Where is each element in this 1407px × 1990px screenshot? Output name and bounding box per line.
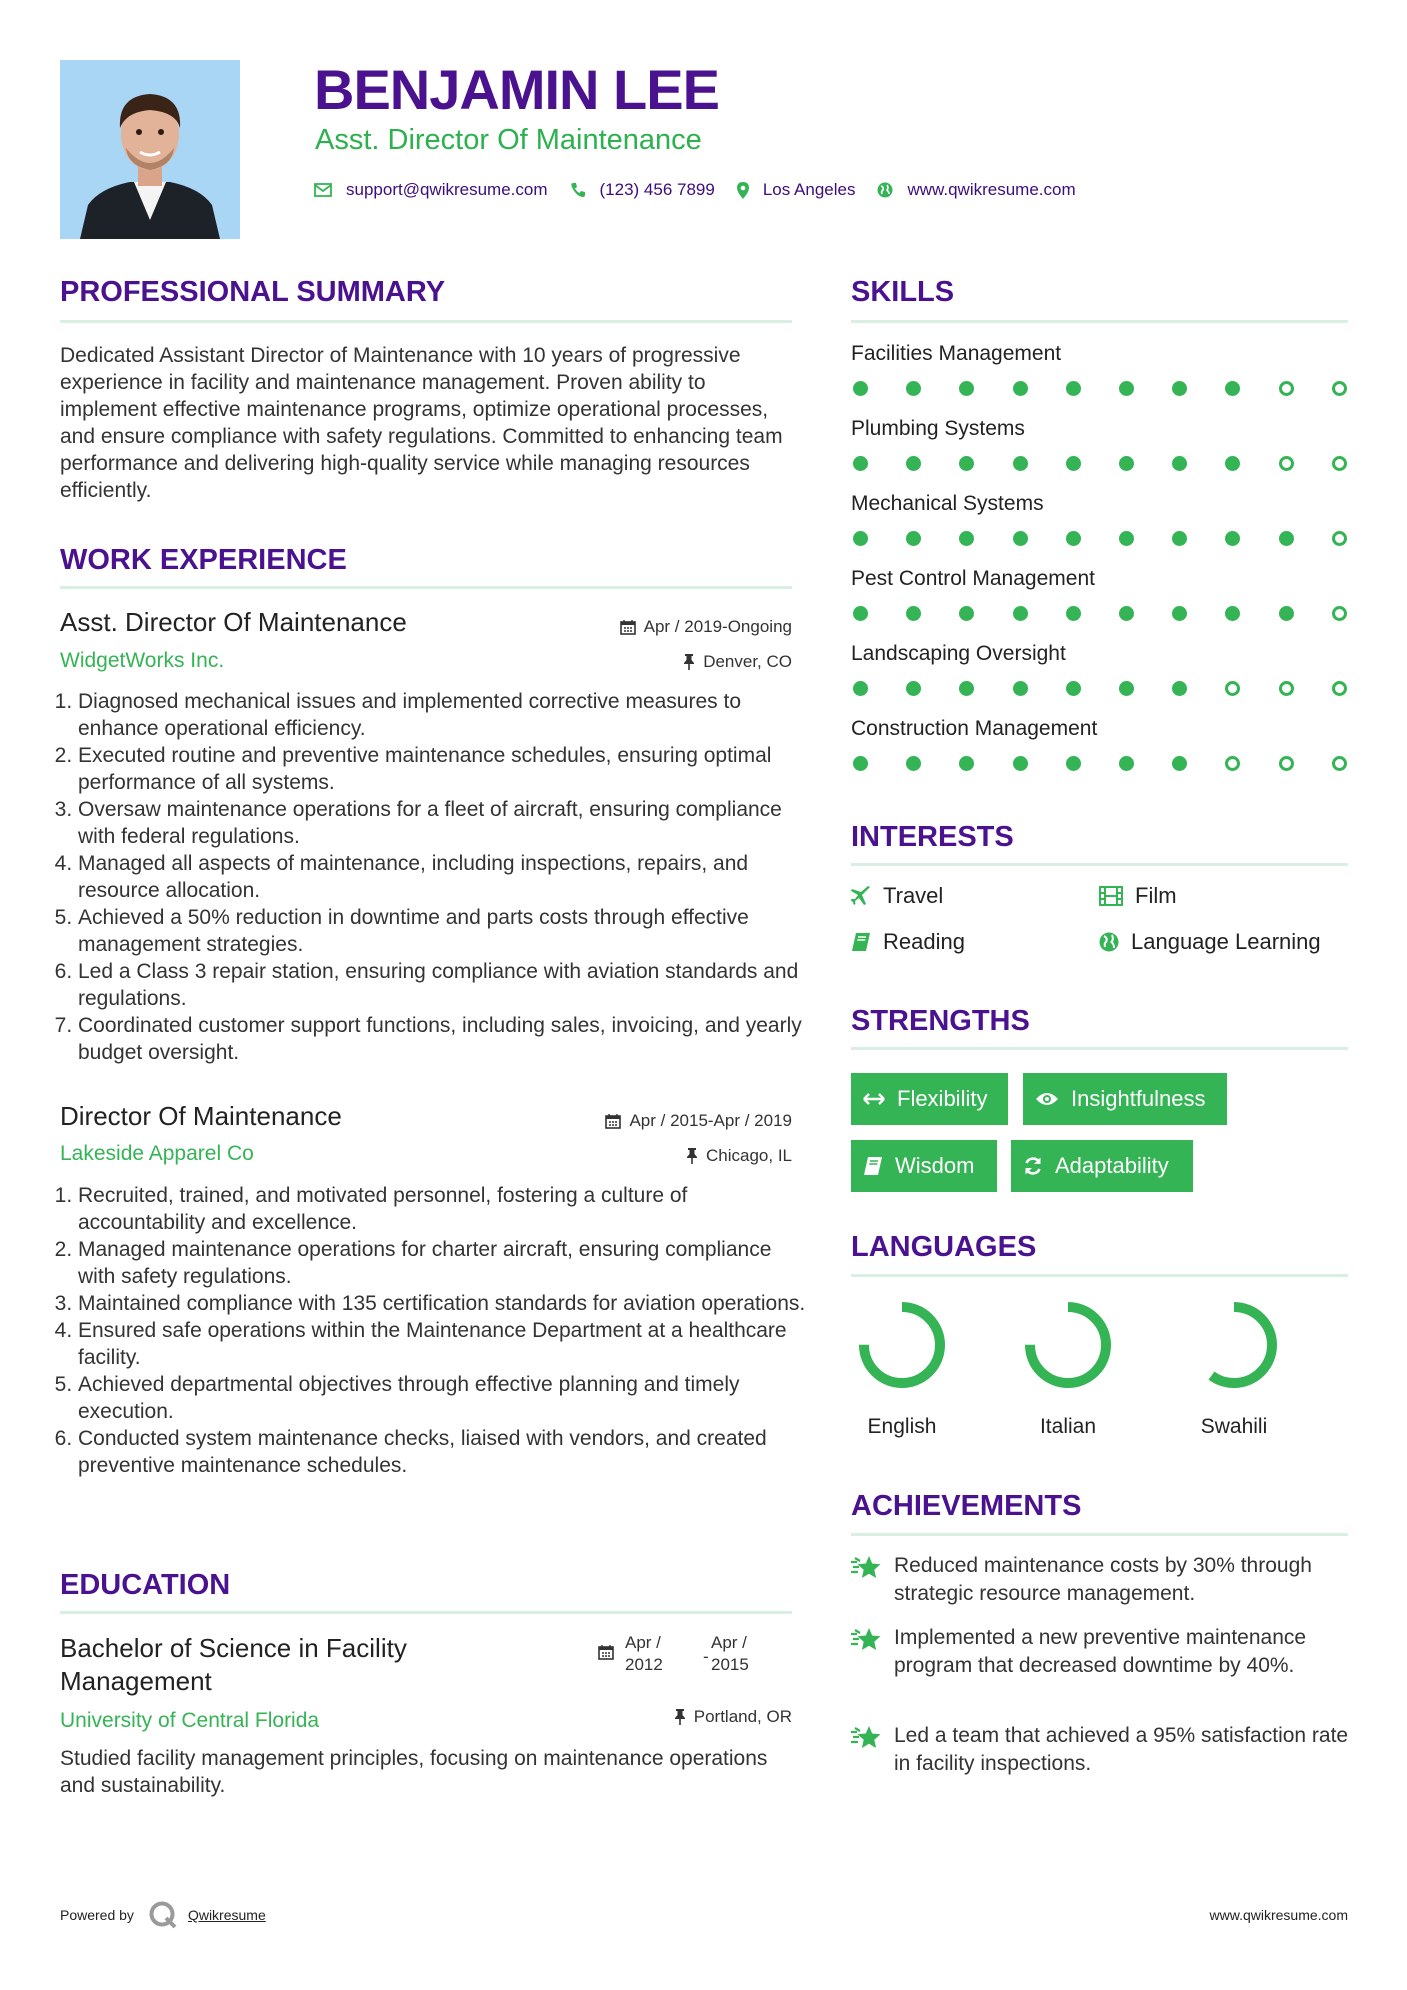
contact-bar (314, 178, 1098, 202)
rating-dot-empty (1332, 681, 1347, 696)
job-location (686, 1145, 792, 1167)
rating-dot-filled (959, 681, 974, 696)
book-icon (851, 932, 871, 952)
job-bullet: 2. Managed maintenance operations for charter aircraft, ensuring compliance with safety regulations. (78, 1236, 808, 1290)
star-award-icon (850, 1554, 884, 1582)
powered-by-text: Powered by (60, 1907, 134, 1923)
rating-dot-filled (1172, 456, 1187, 471)
job-title: Director Of Maintenance (60, 1101, 342, 1131)
globe-icon (877, 182, 893, 198)
qwikresume-logo-icon (148, 1900, 178, 1930)
summary-heading: PROFESSIONAL SUMMARY (60, 276, 446, 308)
language-name: Italian (1039, 1415, 1097, 1438)
rating-dot-empty (1332, 606, 1347, 621)
achievement-text: Implemented a new preventive maintenance program that decreased downtime by 40%. (894, 1626, 1307, 1677)
rating-dot-empty (1279, 456, 1294, 471)
rating-dot-filled (1066, 756, 1081, 771)
contact-phone-text: (123) 456 7899 (599, 180, 715, 199)
interest-label: Film (1135, 883, 1177, 908)
interest-label: Reading (883, 929, 965, 954)
rating-dot-filled (853, 456, 868, 471)
education-divider (60, 1611, 792, 1614)
achievement-text: Led a team that achieved a 95% satisfaction rate in facility inspections. (894, 1724, 1349, 1775)
contact-phone[interactable] (570, 180, 715, 200)
job-title: Asst. Director Of Maintenance (60, 607, 407, 637)
job-location (683, 651, 792, 673)
rating-dot-empty (1332, 756, 1347, 771)
star-award-icon (850, 1626, 884, 1654)
achievement-item (850, 1624, 1350, 1680)
language-name: English (867, 1415, 937, 1438)
rating-dot-filled (1119, 531, 1134, 546)
rating-dot-empty (1279, 681, 1294, 696)
calendar-icon (598, 1644, 614, 1660)
skill-rating (853, 681, 1347, 696)
rating-dot-filled (1119, 756, 1134, 771)
contact-location-text: Los Angeles (762, 180, 856, 199)
skills-divider (851, 320, 1348, 323)
contact-email-text: support@qwikresume.com (346, 180, 548, 199)
refresh-icon (1023, 1156, 1043, 1176)
book-icon (863, 1156, 883, 1176)
rating-dot-filled (906, 381, 921, 396)
edu-date-separator: - (703, 1647, 709, 1666)
job-dates (620, 616, 792, 638)
job-company: WidgetWorks Inc. (60, 649, 225, 672)
footer-powered-by (60, 1900, 266, 1930)
rating-dot-filled (853, 531, 868, 546)
job-bullet: 3. Oversaw maintenance operations for a fleet of aircraft, ensuring compliance with federal regulations. (78, 796, 808, 850)
interest-language-learning (1099, 928, 1321, 956)
rating-dot-filled (1119, 606, 1134, 621)
candidate-name: BENJAMIN LEE (314, 58, 719, 121)
job-bullet: 6. Conducted system maintenance checks, liaised with vendors, and created preventive maintenance schedules. (78, 1425, 808, 1479)
phone-icon (570, 182, 586, 198)
rating-dot-filled (1172, 681, 1187, 696)
strength-chip (1023, 1073, 1227, 1125)
rating-dot-filled (1013, 681, 1028, 696)
languages-heading: LANGUAGES (851, 1231, 1037, 1263)
contact-website[interactable] (877, 180, 1075, 200)
rating-dot-empty (1332, 381, 1347, 396)
rating-dot-filled (906, 606, 921, 621)
contact-email[interactable] (314, 180, 548, 200)
job-location-text: Denver, CO (703, 652, 792, 671)
language-level-arc (1196, 1307, 1272, 1383)
degree-title: Bachelor of Science in Facility Management (60, 1633, 407, 1696)
strength-chip (1011, 1140, 1193, 1192)
edu-location (674, 1706, 792, 1728)
rating-dot-filled (959, 606, 974, 621)
rating-dot-filled (1066, 681, 1081, 696)
achievement-item (850, 1722, 1350, 1778)
rating-dot-filled (906, 456, 921, 471)
skill-name: Construction Management (851, 717, 1098, 740)
achievements-heading: ACHIEVEMENTS (851, 1490, 1082, 1522)
rating-dot-filled (1279, 606, 1294, 621)
rating-dot-empty (1332, 456, 1347, 471)
rating-dot-empty (1279, 756, 1294, 771)
job-bullet: 4. Managed all aspects of maintenance, including inspections, repairs, and resource allocation. (78, 850, 808, 904)
skill-name: Pest Control Management (851, 567, 1095, 590)
rating-dot-filled (853, 381, 868, 396)
interest-label: Language Learning (1131, 929, 1321, 954)
rating-dot-filled (1119, 681, 1134, 696)
skill-rating (853, 531, 1347, 546)
job-bullet: 1. Recruited, trained, and motivated personnel, fostering a culture of accountability and excellence. (78, 1182, 808, 1236)
arrows-horizontal-icon (863, 1093, 885, 1105)
summary-text: Dedicated Assistant Director of Maintenance with 10 years of progressive experience in facility and maintenance management. Proven ability to implement effective maintenance programs, optimize operational processes, and ensure compliance with safety regulations. Committed to enhancing team performance and delivering high-quality service while managing resources efficiently. (60, 344, 783, 502)
profile-photo (60, 60, 240, 239)
strength-label: Wisdom (895, 1153, 975, 1178)
rating-dot-filled (1225, 531, 1240, 546)
strength-label: Flexibility (897, 1086, 988, 1111)
rating-dot-filled (1013, 606, 1028, 621)
job-bullet: 6. Led a Class 3 repair station, ensuring compliance with aviation standards and regulations. (78, 958, 808, 1012)
job-dates-text: Apr / 2019-Ongoing (643, 617, 792, 636)
education-description: Studied facility management principles, focusing on maintenance operations and sustainability. (60, 1747, 768, 1797)
rating-dot-filled (1172, 606, 1187, 621)
interests-divider (851, 863, 1348, 866)
language-level-arc (1030, 1307, 1106, 1383)
rating-dot-filled (1172, 531, 1187, 546)
qwikresume-link[interactable]: Qwikresume (187, 1907, 266, 1923)
rating-dot-filled (959, 456, 974, 471)
rating-dot-empty (1225, 681, 1240, 696)
job-bullet: 2. Executed routine and preventive maintenance schedules, ensuring optimal performance of all systems. (78, 742, 808, 796)
rating-dot-filled (1066, 531, 1081, 546)
rating-dot-filled (906, 531, 921, 546)
rating-dot-filled (1225, 381, 1240, 396)
rating-dot-filled (959, 381, 974, 396)
strength-chip (851, 1073, 1008, 1125)
job-bullet: 1. Diagnosed mechanical issues and implemented corrective measures to enhance operational efficiency. (78, 688, 808, 742)
rating-dot-filled (1172, 756, 1187, 771)
achievement-item (850, 1552, 1350, 1608)
rating-dot-filled (1172, 381, 1187, 396)
interest-reading (851, 928, 965, 956)
strengths-heading: STRENGTHS (851, 1005, 1030, 1037)
experience-divider (60, 586, 792, 589)
achievements-divider (851, 1533, 1348, 1536)
footer-website[interactable]: www.qwikresume.com (1209, 1907, 1348, 1923)
achievement-text: Reduced maintenance costs by 30% through strategic resource management. (894, 1554, 1312, 1605)
calendar-icon (605, 1113, 621, 1129)
language-level-ring (857, 1300, 947, 1390)
strength-chip (851, 1140, 997, 1192)
plane-icon (851, 886, 871, 906)
job-bullet: 5. Achieved departmental objectives through effective planning and timely execution. (78, 1371, 808, 1425)
edu-start-date: Apr / 2012 (625, 1633, 663, 1674)
interests-heading: INTERESTS (851, 821, 1014, 853)
job-location-text: Chicago, IL (706, 1146, 792, 1165)
globe-icon (1099, 932, 1119, 952)
rating-dot-filled (1066, 456, 1081, 471)
rating-dot-filled (1279, 531, 1294, 546)
rating-dot-filled (853, 681, 868, 696)
skill-rating (853, 381, 1347, 396)
rating-dot-filled (1225, 606, 1240, 621)
edu-calendar (598, 1644, 614, 1665)
language-name: Swahili (1200, 1415, 1268, 1438)
rating-dot-filled (853, 756, 868, 771)
calendar-icon (620, 619, 636, 635)
school-name: University of Central Florida (60, 1709, 320, 1732)
rating-dot-filled (906, 681, 921, 696)
interest-travel (851, 882, 943, 910)
strengths-divider (851, 1047, 1348, 1050)
job-bullet-list (60, 688, 808, 1066)
job-bullet: 3. Maintained compliance with 135 certification standards for aviation operations. (78, 1290, 808, 1317)
edu-end-date: Apr / 2015 (711, 1633, 749, 1674)
rating-dot-filled (1013, 756, 1028, 771)
skill-name: Plumbing Systems (851, 417, 1025, 440)
job-dates (605, 1110, 792, 1132)
job-bullet-list (60, 1182, 808, 1479)
film-icon (1099, 886, 1123, 906)
rating-dot-filled (1013, 456, 1028, 471)
strength-label: Adaptability (1055, 1153, 1169, 1178)
pushpin-icon (686, 1148, 698, 1164)
skills-heading: SKILLS (851, 276, 955, 308)
rating-dot-empty (1332, 531, 1347, 546)
contact-location (737, 180, 856, 200)
rating-dot-filled (1119, 381, 1134, 396)
skill-name: Facilities Management (851, 342, 1062, 365)
job-company: Lakeside Apparel Co (60, 1142, 254, 1165)
rating-dot-filled (1119, 456, 1134, 471)
job-bullet: 5. Achieved a 50% reduction in downtime and parts costs through effective management strategies. (78, 904, 808, 958)
skill-rating (853, 756, 1347, 771)
rating-dot-filled (959, 531, 974, 546)
job-bullet: 4. Ensured safe operations within the Maintenance Department at a healthcare facility. (78, 1317, 808, 1371)
rating-dot-filled (853, 606, 868, 621)
rating-dot-filled (1066, 381, 1081, 396)
experience-heading: WORK EXPERIENCE (60, 544, 347, 576)
rating-dot-filled (1225, 456, 1240, 471)
rating-dot-empty (1225, 756, 1240, 771)
rating-dot-filled (1066, 606, 1081, 621)
rating-dot-empty (1279, 381, 1294, 396)
pushpin-icon (674, 1709, 686, 1725)
map-marker-icon (737, 182, 749, 199)
skill-rating (853, 456, 1347, 471)
languages-divider (851, 1274, 1348, 1277)
pushpin-icon (683, 654, 695, 670)
skill-name: Landscaping Oversight (851, 642, 1066, 665)
rating-dot-filled (1013, 381, 1028, 396)
summary-divider (60, 320, 792, 323)
interest-film (1099, 882, 1177, 910)
edu-location-text: Portland, OR (693, 1707, 792, 1726)
language-level-ring (1023, 1300, 1113, 1390)
interest-label: Travel (883, 883, 944, 908)
envelope-icon (314, 183, 332, 197)
rating-dot-filled (959, 756, 974, 771)
job-dates-text: Apr / 2015-Apr / 2019 (629, 1111, 792, 1130)
skill-name: Mechanical Systems (851, 492, 1044, 515)
strength-label: Insightfulness (1071, 1086, 1206, 1111)
job-bullet: 7. Coordinated customer support functions, including sales, invoicing, and yearly budget oversight. (78, 1012, 808, 1066)
rating-dot-filled (1013, 531, 1028, 546)
contact-website-text: www.qwikresume.com (907, 180, 1076, 199)
candidate-title: Asst. Director Of Maintenance (315, 124, 702, 156)
skill-rating (853, 606, 1347, 621)
eye-icon (1035, 1091, 1059, 1107)
star-award-icon (850, 1724, 884, 1752)
language-level-arc (864, 1307, 940, 1383)
language-level-ring (1189, 1300, 1279, 1390)
rating-dot-filled (906, 756, 921, 771)
education-heading: EDUCATION (60, 1569, 231, 1601)
